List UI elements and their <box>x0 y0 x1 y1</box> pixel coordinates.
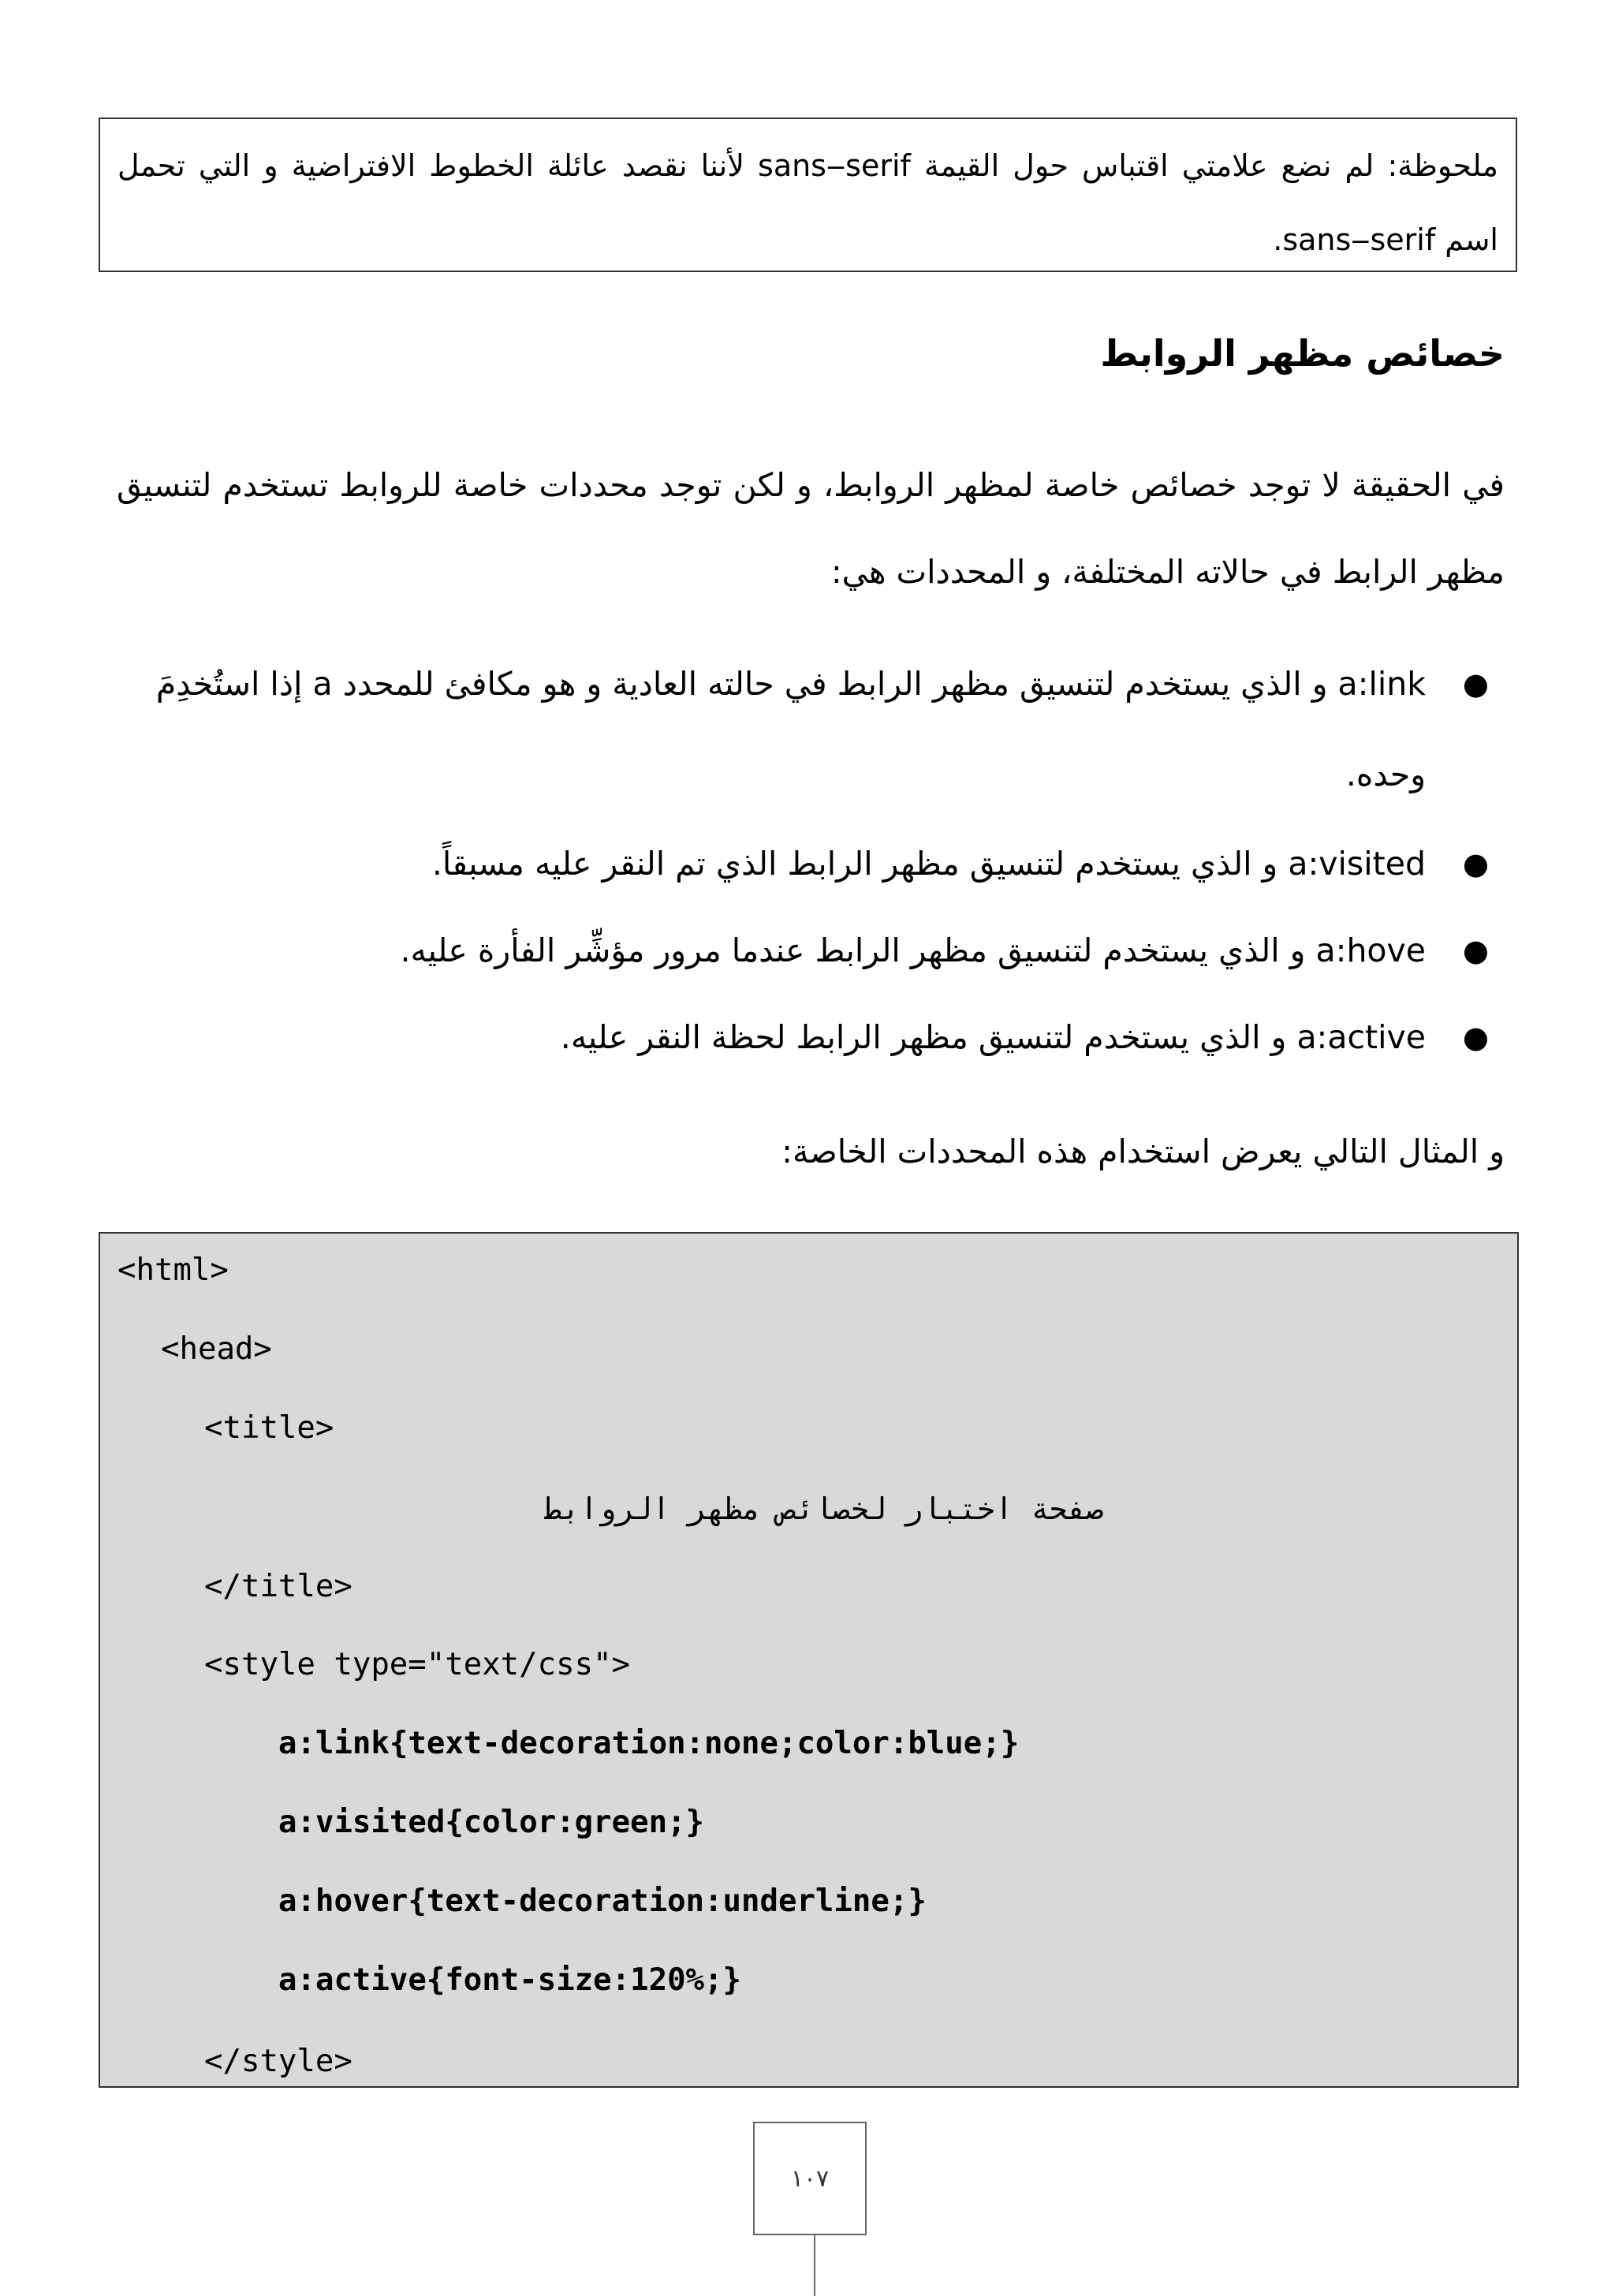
bullet-icon: ● <box>1462 933 1489 968</box>
selector-list <box>117 639 1505 1081</box>
intro-paragraph: في الحقيقة لا توجد خصائص خاصة لمظهر الروابط، و لكن توجد محددات خاصة للروابط تستخدم لتنسيق مظهر الرابط في حالاته المختلفة، و المحددات هي: <box>117 466 1505 591</box>
code-line: </title> <box>204 1569 352 1604</box>
code-line: <html> <box>117 1253 229 1288</box>
section-heading: خصائص مظهر الروابط <box>1100 332 1505 375</box>
bullet-icon: ● <box>1462 666 1489 701</box>
code-line: a:visited{color:green;} <box>278 1805 705 1840</box>
selector-name: a:visited <box>1288 845 1426 883</box>
selector-description: و الذي يستخدم لتنسيق مظهر الرابط في حالته العادية و هو مكافئ للمحدد a إذا استُخدِمَ وحده. <box>155 665 1426 793</box>
bullet-icon: ● <box>1462 1020 1489 1055</box>
selector-name: a:link <box>1337 665 1426 703</box>
example-intro: و المثال التالي يعرض استخدام هذه المحددات الخاصة: <box>781 1133 1505 1170</box>
code-line: a:active{font-size:120%;} <box>278 1962 741 1998</box>
list-item <box>117 994 1505 1081</box>
selector-description: و الذي يستخدم لتنسيق مظهر الرابط عندما مرور مؤشِّر الفأرة عليه. <box>400 931 1316 969</box>
code-line: <style type="text/css"> <box>204 1647 631 1682</box>
code-line: صفحة اختبار لخصائص مظهر الروابط <box>543 1491 1103 1526</box>
list-item <box>117 639 1505 820</box>
selector-description: و الذي يستخدم لتنسيق مظهر الرابط الذي تم النقر عليه مسبقاً. <box>431 845 1289 883</box>
list-item <box>117 907 1505 994</box>
selector-description: و الذي يستخدم لتنسيق مظهر الرابط لحظة النقر عليه. <box>560 1018 1297 1056</box>
code-line: <head> <box>161 1331 272 1367</box>
page-number: ١٠٧ <box>790 2164 830 2193</box>
code-line: <title> <box>204 1410 334 1446</box>
code-line: a:link{text-decoration:none;color:blue;} <box>278 1726 1020 1761</box>
selector-name: a:active <box>1296 1018 1426 1056</box>
page-number-box <box>753 2122 867 2235</box>
code-line: </style> <box>204 2044 352 2079</box>
note-text: ملحوظة: لم نضع علامتي اقتباس حول القيمة sans‒serif لأننا نقصد عائلة الخطوط الافتراضية و التي تحمل اسم sans‒serif. <box>117 148 1498 257</box>
bullet-icon: ● <box>1462 846 1489 881</box>
code-block <box>99 1232 1519 2088</box>
selector-name: a:hove <box>1315 931 1426 969</box>
code-line: a:hover{text-decoration:underline;} <box>278 1883 927 1919</box>
note-box <box>99 118 1517 272</box>
list-item <box>117 820 1505 907</box>
page-number-stem <box>814 2235 815 2296</box>
